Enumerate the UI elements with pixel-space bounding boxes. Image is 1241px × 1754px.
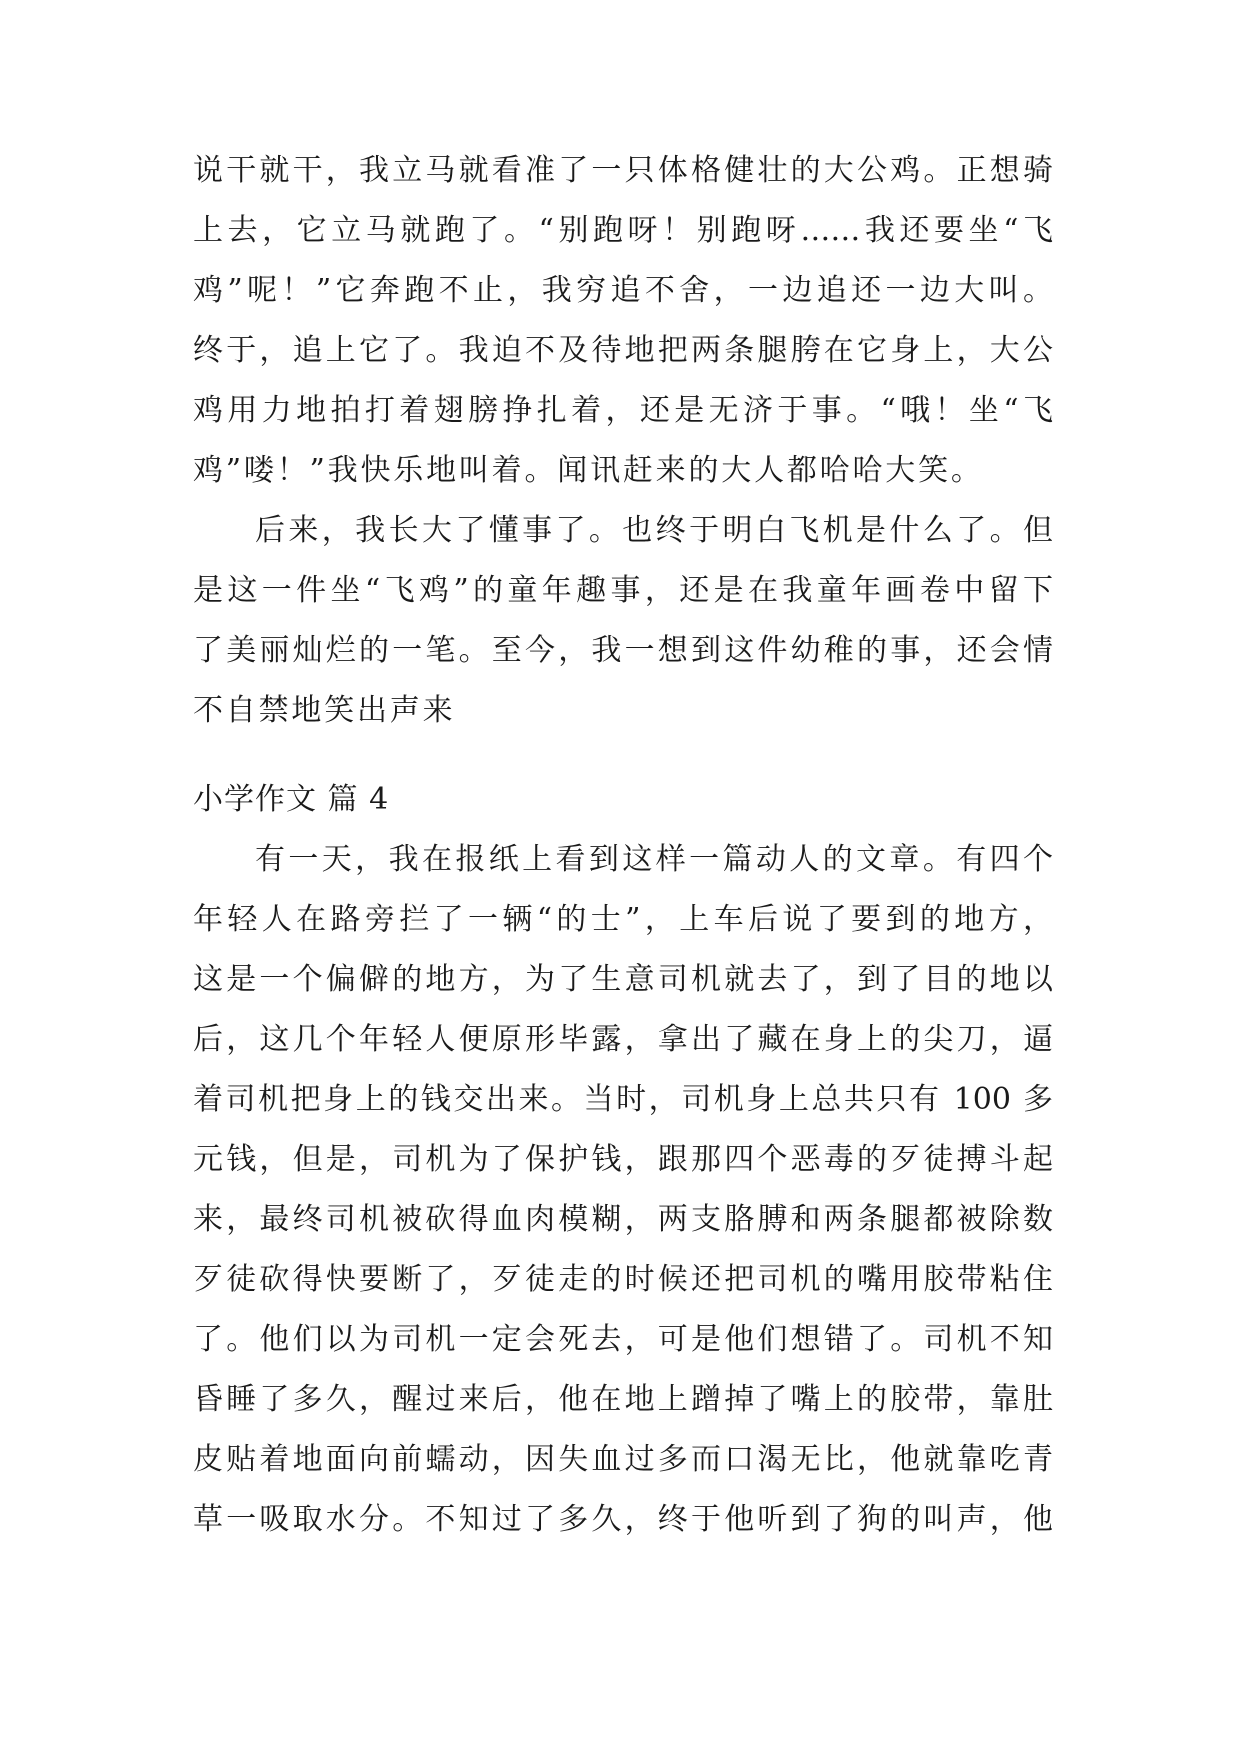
text-line: 终于，追上它了。我迫不及待地把两条腿胯在它身上，大公 <box>193 333 1053 368</box>
text-line: 后，这几个年轻人便原形毕露，拿出了藏在身上的尖刀，逼 <box>193 1022 1053 1057</box>
text-line: 来，最终司机被砍得血肉模糊，两支胳膊和两条腿都被除数 <box>193 1202 1053 1237</box>
text-line: 了美丽灿烂的一笔。至今，我一想到这件幼稚的事，还会情 <box>193 633 1053 668</box>
text-line: 歹徒砍得快要断了，歹徒走的时候还把司机的嘴用胶带粘住 <box>193 1262 1053 1297</box>
text-line: 鸡”呢！”它奔跑不止，我穷追不舍，一边追还一边大叫。 <box>193 273 1053 308</box>
text-line: 元钱，但是，司机为了保护钱，跟那四个恶毒的歹徒搏斗起 <box>193 1142 1053 1177</box>
essay-section <box>193 770 1053 1550</box>
text-line: 后来，我长大了懂事了。也终于明白飞机是什么了。但 <box>255 513 1053 548</box>
text-line: 鸡用力地拍打着翅膀挣扎着，还是无济于事。“哦！坐“飞 <box>193 393 1053 428</box>
text-line: 这是一个偏僻的地方，为了生意司机就去了，到了目的地以 <box>193 962 1053 997</box>
text-line: 着司机把身上的钱交出来。当时，司机身上总共只有 100 多 <box>193 1082 1053 1117</box>
text-line: 鸡”喽！”我快乐地叫着。闻讯赶来的大人都哈哈大笑。 <box>193 453 984 488</box>
text-line: 了。他们以为司机一定会死去，可是他们想错了。司机不知 <box>193 1322 1053 1357</box>
text-line: 皮贴着地面向前蠕动，因失血过多而口渴无比，他就靠吃青 <box>193 1442 1053 1477</box>
text-line: 不自禁地笑出声来 <box>193 693 456 728</box>
text-line: 说干就干，我立马就看准了一只体格健壮的大公鸡。正想骑 <box>193 153 1053 188</box>
text-line: 草一吸取水分。不知过了多久，终于他听到了狗的叫声，他 <box>193 1502 1053 1537</box>
text-line: 是这一件坐“飞鸡”的童年趣事，还是在我童年画卷中留下 <box>193 573 1053 608</box>
text-line: 年轻人在路旁拦了一辆“的士”，上车后说了要到的地方， <box>193 902 1053 937</box>
text-line: 上去，它立马就跑了。“别跑呀！别跑呀……我还要坐“飞 <box>193 213 1053 248</box>
section-heading: 小学作文 篇 4 <box>193 782 390 817</box>
continued-story-text <box>193 141 1053 741</box>
text-line: 昏睡了多久，醒过来后，他在地上蹭掉了嘴上的胶带，靠肚 <box>193 1382 1053 1417</box>
text-line: 有一天，我在报纸上看到这样一篇动人的文章。有四个 <box>255 842 1053 877</box>
